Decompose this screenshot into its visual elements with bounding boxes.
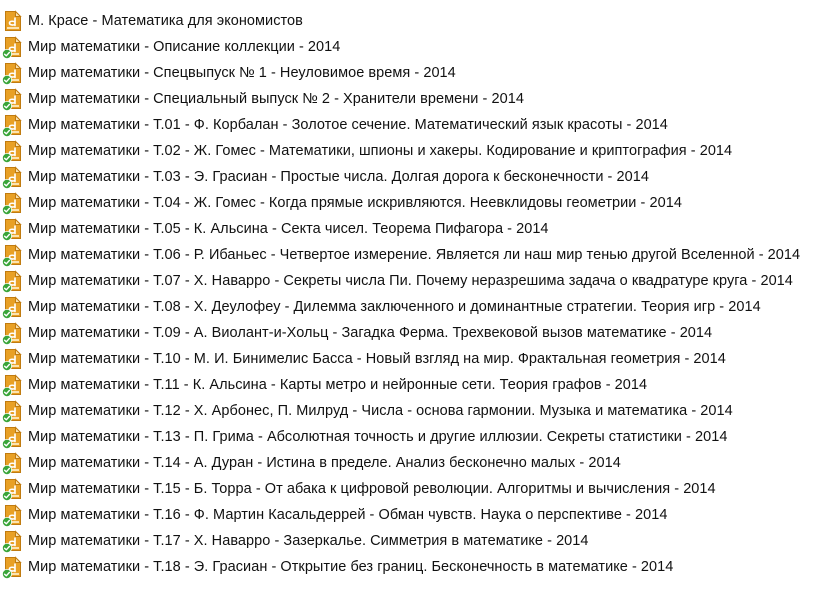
djvu-file-icon [4, 322, 22, 344]
djvu-file-icon [4, 192, 22, 214]
file-list-item[interactable] [4, 216, 832, 242]
file-name: Мир математики - Т.01 - Ф. Корбалан - Золотое сечение. Математический язык красоты - 2014 [28, 117, 668, 133]
file-list-item[interactable] [4, 502, 832, 528]
file-list-item[interactable] [4, 320, 832, 346]
file-list-item[interactable] [4, 34, 832, 60]
file-name: Мир математики - Т.04 - Ж. Гомес - Когда прямые искривляются. Неевклидовы геометрии - 2014 [28, 195, 682, 211]
djvu-file-icon [4, 62, 22, 84]
file-list-item[interactable] [4, 138, 832, 164]
file-name: Мир математики - Т.06 - Р. Ибаньес - Четвертое измерение. Является ли наш мир тенью другой Вселенной - 2014 [28, 247, 801, 263]
file-list-item[interactable] [4, 242, 832, 268]
file-name: Мир математики - Т.15 - Б. Торра - От абака к цифровой революции. Алгоритмы и вычисления - 2014 [28, 481, 716, 497]
djvu-file-icon [4, 530, 22, 552]
file-list-item[interactable] [4, 528, 832, 554]
file-name: Мир математики - Т.14 - А. Дуран - Истина в пределе. Анализ бесконечно малых - 2014 [28, 455, 621, 471]
sync-check-icon [2, 49, 12, 59]
sync-check-icon [2, 465, 12, 475]
sync-check-icon [2, 153, 12, 163]
file-name: Мир математики - Описание коллекции - 2014 [28, 39, 341, 55]
file-list-item[interactable] [4, 476, 832, 502]
file-name: Мир математики - Т.03 - Э. Грасиан - Простые числа. Долгая дорога к бесконечности - 2014 [28, 169, 649, 185]
file-name: Мир математики - Т.16 - Ф. Мартин Касальдеррей - Обман чувств. Наука о перспективе - 2014 [28, 507, 668, 523]
file-list-item[interactable] [4, 190, 832, 216]
file-list-item[interactable] [4, 8, 832, 34]
file-name: М. Красе - Математика для экономистов [28, 13, 303, 29]
djvu-file-icon [4, 400, 22, 422]
file-list-item[interactable] [4, 372, 832, 398]
file-name: Мир математики - Т.10 - М. И. Бинимелис Басса - Новый взгляд на мир. Фрактальная геометрия - 2014 [28, 351, 726, 367]
file-name: Мир математики - Т.17 - Х. Наварро - Зазеркалье. Симметрия в математике - 2014 [28, 533, 589, 549]
file-list-item[interactable] [4, 112, 832, 138]
sync-check-icon [2, 205, 12, 215]
djvu-file-icon [4, 10, 22, 32]
file-list-item[interactable] [4, 294, 832, 320]
djvu-file-icon [4, 348, 22, 370]
djvu-file-icon [4, 556, 22, 578]
sync-check-icon [2, 101, 12, 111]
djvu-file-icon [4, 270, 22, 292]
file-name: Мир математики - Т.11 - К. Альсина - Карты метро и нейронные сети. Теория графов - 2014 [28, 377, 648, 393]
file-name: Мир математики - Т.12 - Х. Арбонес, П. Милруд - Числа - основа гармонии. Музыка и математика - 2014 [28, 403, 733, 419]
djvu-file-icon [4, 478, 22, 500]
file-name: Мир математики - Т.07 - Х. Наварро - Секреты числа Пи. Почему неразрешима задача о квадратуре круга - 2014 [28, 273, 793, 289]
djvu-file-icon [4, 140, 22, 162]
sync-check-icon [2, 283, 12, 293]
djvu-file-icon [4, 36, 22, 58]
file-name: Мир математики - Специальный выпуск № 2 - Хранители времени - 2014 [28, 91, 524, 107]
sync-check-icon [2, 491, 12, 501]
djvu-file-icon [4, 504, 22, 526]
sync-check-icon [2, 335, 12, 345]
file-name: Мир математики - Т.13 - П. Грима - Абсолютная точность и другие иллюзии. Секреты статистики - 2014 [28, 429, 728, 445]
djvu-file-icon [4, 88, 22, 110]
file-list-item[interactable] [4, 450, 832, 476]
file-list-item[interactable] [4, 554, 832, 580]
file-list-item[interactable] [4, 164, 832, 190]
file-list-item[interactable] [4, 268, 832, 294]
sync-check-icon [2, 569, 12, 579]
sync-check-icon [2, 179, 12, 189]
sync-check-icon [2, 439, 12, 449]
file-name: Мир математики - Спецвыпуск № 1 - Неуловимое время - 2014 [28, 65, 456, 81]
sync-check-icon [2, 517, 12, 527]
file-list-item[interactable] [4, 86, 832, 112]
file-list-item[interactable] [4, 398, 832, 424]
file-list-item[interactable] [4, 424, 832, 450]
file-list-item[interactable] [4, 60, 832, 86]
djvu-file-icon [4, 296, 22, 318]
djvu-file-icon [4, 166, 22, 188]
file-name: Мир математики - Т.05 - К. Альсина - Секта чисел. Теорема Пифагора - 2014 [28, 221, 549, 237]
file-name: Мир математики - Т.18 - Э. Грасиан - Открытие без границ. Бесконечность в математике - 2014 [28, 559, 674, 575]
sync-check-icon [2, 75, 12, 85]
djvu-file-icon [4, 114, 22, 136]
file-list [4, 8, 832, 580]
file-list-item[interactable] [4, 346, 832, 372]
file-name: Мир математики - Т.02 - Ж. Гомес - Математики, шпионы и хакеры. Кодирование и криптография - 2014 [28, 143, 733, 159]
sync-check-icon [2, 543, 12, 553]
file-name: Мир математики - Т.09 - А. Виолант-и-Хольц - Загадка Ферма. Трехвековой вызов математике - 2014 [28, 325, 713, 341]
sync-check-icon [2, 387, 12, 397]
djvu-file-icon [4, 374, 22, 396]
djvu-file-icon [4, 244, 22, 266]
sync-check-icon [2, 231, 12, 241]
djvu-file-icon [4, 218, 22, 240]
sync-check-icon [2, 413, 12, 423]
djvu-file-icon [4, 452, 22, 474]
djvu-file-icon [4, 426, 22, 448]
sync-check-icon [2, 309, 12, 319]
file-name: Мир математики - Т.08 - Х. Деулофеу - Дилемма заключенного и доминантные стратегии. Теория игр - 2014 [28, 299, 761, 315]
sync-check-icon [2, 361, 12, 371]
sync-check-icon [2, 127, 12, 137]
sync-check-icon [2, 257, 12, 267]
